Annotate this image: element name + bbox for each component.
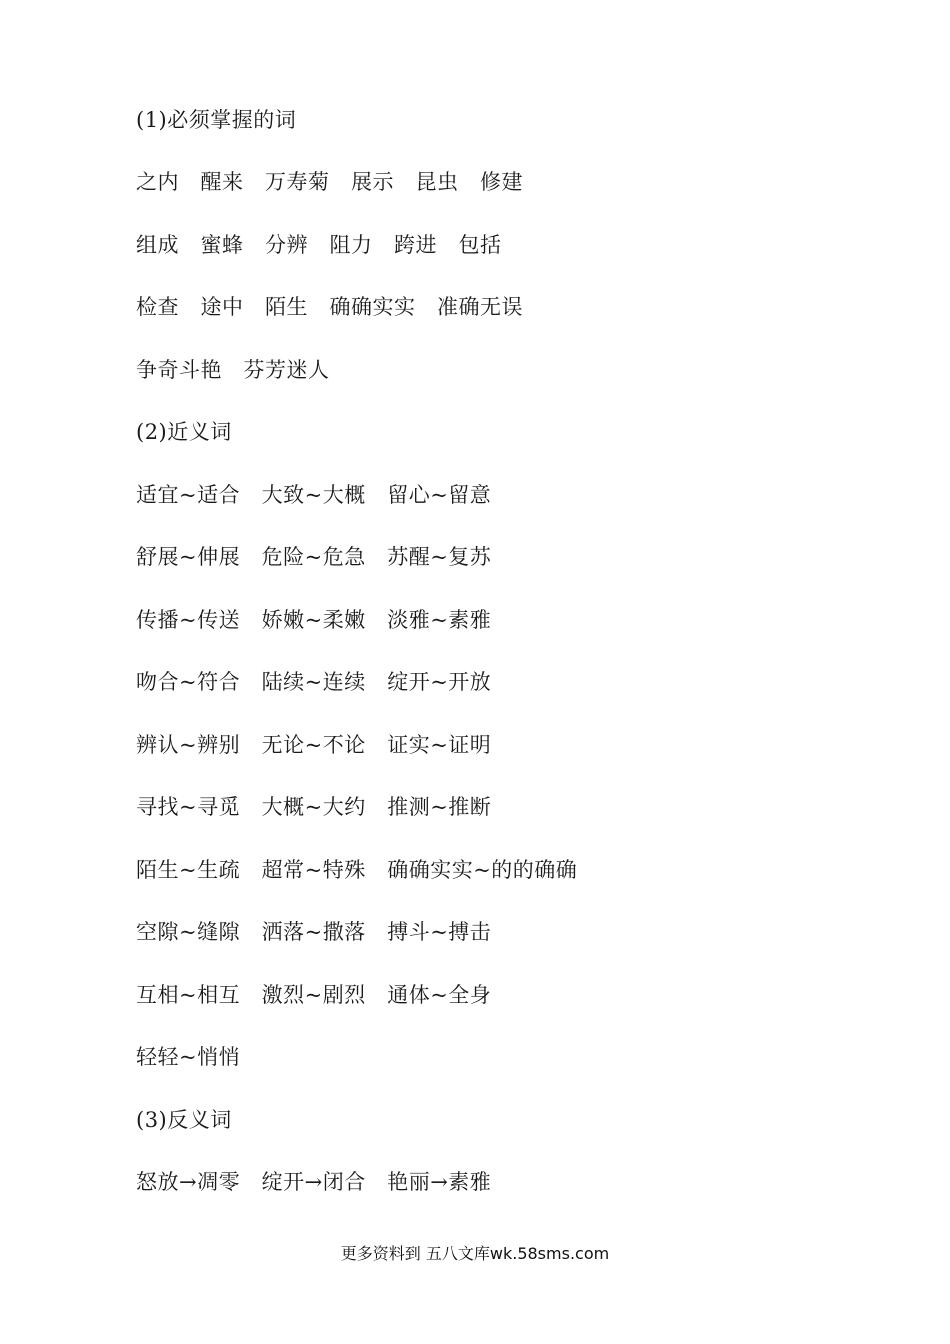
section-heading-must-master: (1)必须掌握的词 <box>136 108 297 132</box>
text-line: 检查 途中 陌生 确确实实 准确无误 <box>136 295 523 319</box>
text-line: 组成 蜜蜂 分辨 阻力 跨进 包括 <box>136 233 502 257</box>
text-line: 互相~相互 激烈~剧烈 通体~全身 <box>136 983 492 1007</box>
text-line: 吻合~符合 陆续~连续 绽开~开放 <box>136 670 492 694</box>
text-line: 怒放→凋零 绽开→闭合 艳丽→素雅 <box>136 1170 492 1194</box>
section-heading-antonyms: (3)反义词 <box>136 1108 232 1132</box>
text-line: 空隙~缝隙 洒落~撒落 搏斗~搏击 <box>136 920 492 944</box>
text-line: 舒展~伸展 危险~危急 苏醒~复苏 <box>136 545 492 569</box>
text-line: 辨认~辨别 无论~不论 证实~证明 <box>136 733 492 757</box>
text-line: 争奇斗艳 芬芳迷人 <box>136 358 330 382</box>
text-line: 轻轻~悄悄 <box>136 1045 241 1069</box>
text-line: 传播~传送 娇嫩~柔嫩 淡雅~素雅 <box>136 608 492 632</box>
section-heading-synonyms: (2)近义词 <box>136 420 232 444</box>
text-line: 寻找~寻觅 大概~大约 推测~推断 <box>136 795 492 819</box>
text-line: 适宜~适合 大致~大概 留心~留意 <box>136 483 492 507</box>
text-line: 之内 醒来 万寿菊 展示 昆虫 修建 <box>136 170 523 194</box>
text-line: 陌生~生疏 超常~特殊 确确实实~的的确确 <box>136 858 578 882</box>
footer-source-note: 更多资料到 五八文库wk.58sms.com <box>340 1244 610 1263</box>
